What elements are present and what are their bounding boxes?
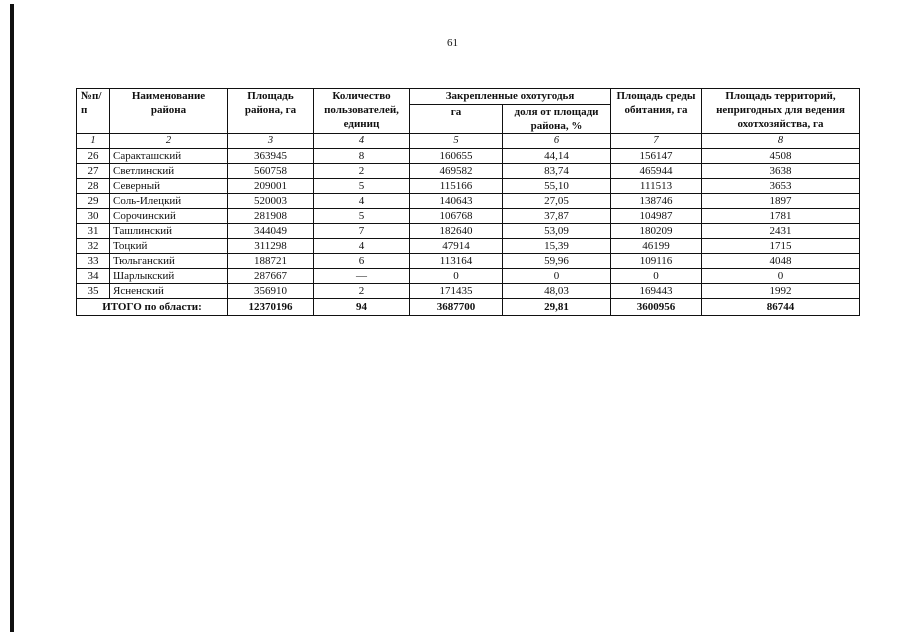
- unfit-area: 1897: [702, 194, 860, 209]
- users-count: —: [314, 269, 410, 284]
- total-unfit: 86744: [702, 299, 860, 316]
- fixed-share: 48,03: [503, 284, 611, 299]
- district-name: Шарлыкский: [110, 269, 228, 284]
- fixed-share: 37,87: [503, 209, 611, 224]
- total-fixed-ha: 3687700: [410, 299, 503, 316]
- table-header: [77, 89, 860, 149]
- habitat-area: 111513: [611, 179, 702, 194]
- fixed-ha: 113164: [410, 254, 503, 269]
- column-number: 6: [503, 134, 611, 149]
- total-label: ИТОГО по области:: [77, 299, 228, 316]
- district-area: 520003: [228, 194, 314, 209]
- table-body: [77, 149, 860, 299]
- fixed-share: 55,10: [503, 179, 611, 194]
- district-name: Тюльганский: [110, 254, 228, 269]
- column-number: 5: [410, 134, 503, 149]
- row-num: 34: [77, 269, 110, 284]
- table-row: [77, 209, 860, 224]
- habitat-area: 156147: [611, 149, 702, 164]
- header-fixed-grounds: Закрепленные охотугодья: [410, 89, 611, 105]
- row-num: 30: [77, 209, 110, 224]
- unfit-area: 4048: [702, 254, 860, 269]
- unfit-area: 1715: [702, 239, 860, 254]
- habitat-area: 465944: [611, 164, 702, 179]
- fixed-ha: 47914: [410, 239, 503, 254]
- district-area: 311298: [228, 239, 314, 254]
- fixed-share: 53,09: [503, 224, 611, 239]
- unfit-area: 1992: [702, 284, 860, 299]
- fixed-ha: 115166: [410, 179, 503, 194]
- row-num: 31: [77, 224, 110, 239]
- page-number: 61: [447, 37, 458, 49]
- users-count: 2: [314, 284, 410, 299]
- table-row: [77, 224, 860, 239]
- habitat-area: 46199: [611, 239, 702, 254]
- unfit-area: 1781: [702, 209, 860, 224]
- fixed-ha: 106768: [410, 209, 503, 224]
- hunting-grounds-table: [76, 88, 860, 316]
- header-district-name: Наименование района: [110, 89, 228, 134]
- fixed-share: 44,14: [503, 149, 611, 164]
- habitat-area: 180209: [611, 224, 702, 239]
- district-name: Сорочинский: [110, 209, 228, 224]
- district-name: Северный: [110, 179, 228, 194]
- district-name: Ясненский: [110, 284, 228, 299]
- column-number: 3: [228, 134, 314, 149]
- header-unfit-area: Площадь территорий, непригодных для ведения охотхозяйства, га: [702, 89, 860, 134]
- habitat-area: 104987: [611, 209, 702, 224]
- unfit-area: 0: [702, 269, 860, 284]
- column-number: 2: [110, 134, 228, 149]
- header-fixed-ha: га: [410, 105, 503, 134]
- table-row: [77, 194, 860, 209]
- users-count: 4: [314, 194, 410, 209]
- header-users-count: Количество пользователей, единиц: [314, 89, 410, 134]
- users-count: 4: [314, 239, 410, 254]
- users-count: 6: [314, 254, 410, 269]
- column-number: 1: [77, 134, 110, 149]
- scan-margin-bar: [10, 4, 14, 632]
- habitat-area: 0: [611, 269, 702, 284]
- district-area: 363945: [228, 149, 314, 164]
- column-numbers-row: [77, 134, 860, 149]
- table-row: [77, 284, 860, 299]
- header-district-area: Площадь района, га: [228, 89, 314, 134]
- header-fixed-share: доля от площади района, %: [503, 105, 611, 134]
- column-number: 4: [314, 134, 410, 149]
- habitat-area: 169443: [611, 284, 702, 299]
- fixed-ha: 182640: [410, 224, 503, 239]
- unfit-area: 3638: [702, 164, 860, 179]
- table-row: [77, 179, 860, 194]
- unfit-area: 2431: [702, 224, 860, 239]
- fixed-share: 0: [503, 269, 611, 284]
- fixed-ha: 140643: [410, 194, 503, 209]
- unfit-area: 4508: [702, 149, 860, 164]
- fixed-ha: 171435: [410, 284, 503, 299]
- fixed-share: 83,74: [503, 164, 611, 179]
- users-count: 5: [314, 179, 410, 194]
- row-num: 29: [77, 194, 110, 209]
- district-name: Светлинский: [110, 164, 228, 179]
- table-row: [77, 269, 860, 284]
- table-row: [77, 164, 860, 179]
- users-count: 8: [314, 149, 410, 164]
- total-fixed-share: 29,81: [503, 299, 611, 316]
- users-count: 2: [314, 164, 410, 179]
- district-area: 560758: [228, 164, 314, 179]
- district-area: 287667: [228, 269, 314, 284]
- users-count: 7: [314, 224, 410, 239]
- row-num: 28: [77, 179, 110, 194]
- row-num: 26: [77, 149, 110, 164]
- fixed-share: 27,05: [503, 194, 611, 209]
- row-num: 27: [77, 164, 110, 179]
- district-name: Тоцкий: [110, 239, 228, 254]
- row-num: 35: [77, 284, 110, 299]
- fixed-share: 59,96: [503, 254, 611, 269]
- district-area: 209001: [228, 179, 314, 194]
- table-row: [77, 149, 860, 164]
- header-num: №п/п: [77, 89, 110, 134]
- district-area: 281908: [228, 209, 314, 224]
- fixed-ha: 0: [410, 269, 503, 284]
- fixed-share: 15,39: [503, 239, 611, 254]
- total-users: 94: [314, 299, 410, 316]
- total-habitat: 3600956: [611, 299, 702, 316]
- row-num: 32: [77, 239, 110, 254]
- users-count: 5: [314, 209, 410, 224]
- header-habitat-area: Площадь среды обитания, га: [611, 89, 702, 134]
- habitat-area: 109116: [611, 254, 702, 269]
- table-row: [77, 239, 860, 254]
- fixed-ha: 160655: [410, 149, 503, 164]
- fixed-ha: 469582: [410, 164, 503, 179]
- district-name: Соль-Илецкий: [110, 194, 228, 209]
- habitat-area: 138746: [611, 194, 702, 209]
- total-area: 12370196: [228, 299, 314, 316]
- district-area: 356910: [228, 284, 314, 299]
- column-number: 8: [702, 134, 860, 149]
- total-row: [77, 299, 860, 316]
- district-name: Ташлинский: [110, 224, 228, 239]
- row-num: 33: [77, 254, 110, 269]
- district-area: 344049: [228, 224, 314, 239]
- district-name: Саракташский: [110, 149, 228, 164]
- column-number: 7: [611, 134, 702, 149]
- unfit-area: 3653: [702, 179, 860, 194]
- table-row: [77, 254, 860, 269]
- district-area: 188721: [228, 254, 314, 269]
